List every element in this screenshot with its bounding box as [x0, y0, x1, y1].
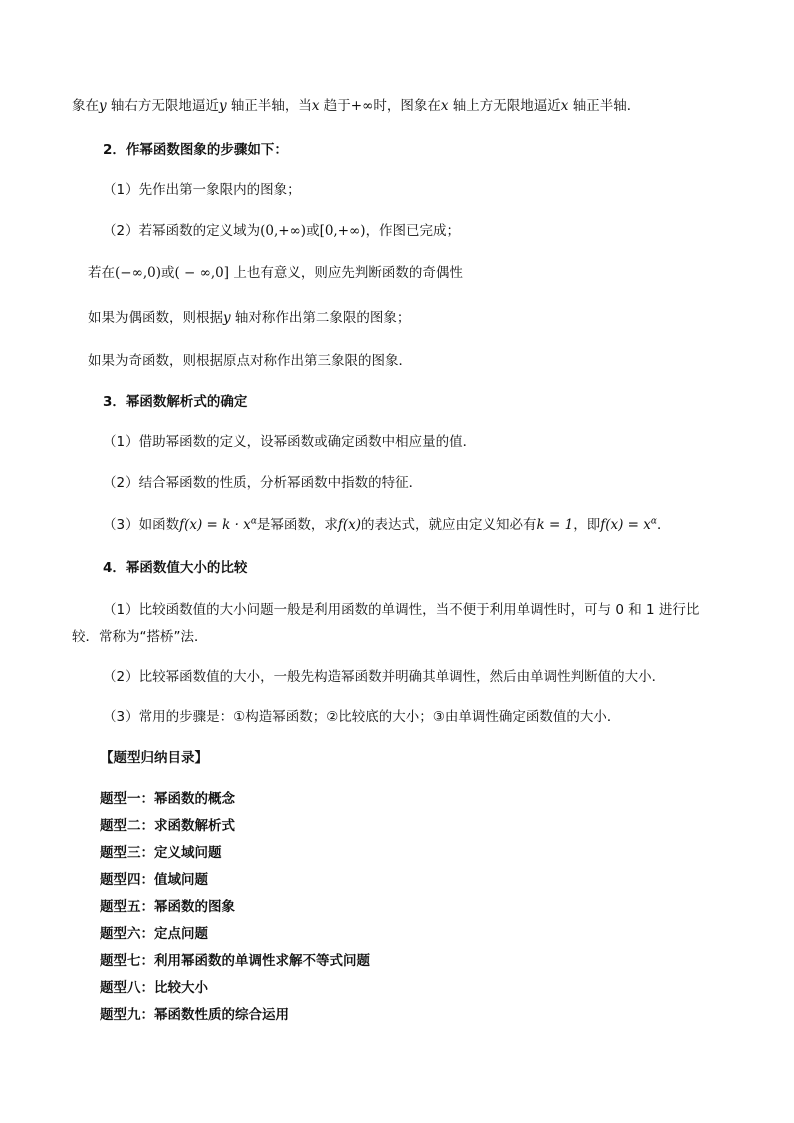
catalog-item-label: 题型七： — [100, 953, 154, 969]
math-exponent: α — [250, 516, 257, 527]
math-var: y — [218, 98, 227, 114]
text: ，即 — [573, 517, 601, 533]
text: 或 — [160, 265, 175, 281]
text: 轴正半轴，当 — [226, 98, 312, 114]
catalog-item-text: 值域问题 — [154, 872, 208, 888]
text: 或 — [306, 223, 320, 239]
section-3-title: 3．幂函数解析式的确定 — [103, 394, 248, 410]
math-interval: [0,+∞) — [319, 223, 366, 239]
text: 若在 — [88, 265, 115, 281]
intro-paragraph — [72, 97, 640, 115]
math-expression: f(x) = x — [600, 517, 651, 533]
section-3-item-1: （1）借助幂函数的定义，设幂函数或确定函数中相应量的值． — [103, 434, 477, 450]
catalog-item-label: 题型二： — [100, 818, 154, 834]
section-4-item-2: （2）比较幂函数值的大小，一般先构造幂函数并明确其单调性，然后由单调性判断值的大小． — [103, 669, 666, 685]
catalog-item — [100, 844, 222, 862]
section-2-step-2 — [103, 222, 460, 240]
catalog-item-text: 定点问题 — [154, 926, 208, 942]
catalog-item-text: 比较大小 — [154, 980, 208, 996]
section-2-title: 2．作幂函数图象的步骤如下： — [103, 142, 288, 158]
catalog-item — [100, 790, 235, 808]
math-interval: (0,+∞) — [260, 223, 307, 239]
text: 上也有意义，则应先判断函数的奇偶性 — [229, 265, 463, 281]
catalog-item-text: 幂函数性质的综合运用 — [154, 1007, 289, 1023]
section-4-item-3: （3）常用的步骤是：①构造幂函数；②比较底的大小；③由单调性确定函数值的大小． — [103, 709, 621, 725]
section-4-item-1-line-2: 较．常称为“搭桥”法． — [72, 629, 208, 645]
catalog-item — [100, 871, 208, 889]
math-interval: ( − ∞,0] — [174, 265, 230, 281]
catalog-item — [100, 898, 235, 916]
math-exponent: α — [650, 516, 657, 527]
text: 轴右方无限地逼近 — [106, 98, 219, 114]
section-4-item-1-line-1: （1）比较函数值的大小问题一般是利用函数的单调性，当不便于利用单调性时，可与 0 和 1 进行比 — [103, 602, 700, 618]
math-var: x — [440, 98, 449, 114]
catalog-item-label: 题型三： — [100, 845, 154, 861]
catalog-item-text: 幂函数的概念 — [154, 791, 235, 807]
section-2-line-3 — [88, 264, 463, 282]
text: 象在 — [72, 98, 99, 114]
catalog-item-text: 幂函数的图象 — [154, 899, 235, 915]
catalog-item-text: 利用幂函数的单调性求解不等式问题 — [154, 953, 370, 969]
catalog-item-label: 题型五： — [100, 899, 154, 915]
math-expression: f(x) = k · x — [179, 517, 251, 533]
text: 时，图象在 — [373, 98, 441, 114]
math-interval: (−∞,0) — [115, 265, 161, 281]
catalog-item-label: 题型八： — [100, 980, 154, 996]
text: 轴对称作出第二象限的图象； — [230, 310, 411, 326]
text: （3）如函数 — [103, 517, 180, 533]
catalog-title: 【题型归纳目录】 — [100, 750, 208, 766]
catalog-item-label: 题型六： — [100, 926, 154, 942]
text: 趋于 — [319, 98, 351, 114]
catalog-item-label: 题型四： — [100, 872, 154, 888]
section-2-step-1: （1）先作出第一象限内的图象； — [103, 182, 301, 198]
catalog-item — [100, 817, 235, 835]
catalog-item — [100, 1006, 289, 1024]
math-var: y — [223, 310, 231, 326]
catalog-item — [100, 979, 208, 997]
math-expression: f(x) — [337, 517, 362, 533]
catalog-item-label: 题型九： — [100, 1007, 154, 1023]
section-4-title: 4．幂函数值大小的比较 — [103, 560, 248, 576]
text: ． — [656, 517, 671, 533]
math-var: y — [99, 98, 107, 114]
section-2-line-5: 如果为奇函数，则根据原点对称作出第三象限的图象． — [88, 353, 412, 369]
math-var: x — [560, 98, 569, 114]
text: （2）若幂函数的定义域为 — [103, 223, 261, 239]
math-inf: +∞ — [350, 98, 374, 114]
section-3-item-3 — [103, 516, 670, 534]
text: 是幂函数，求 — [256, 517, 338, 533]
text: 的表达式，就应由定义知必有 — [361, 517, 537, 533]
math-expression: k = 1 — [536, 517, 574, 533]
catalog-item-text: 求函数解析式 — [154, 818, 235, 834]
catalog-item — [100, 925, 208, 943]
catalog-item-label: 题型一： — [100, 791, 154, 807]
text: 如果为偶函数，则根据 — [88, 310, 223, 326]
text: 轴正半轴． — [568, 98, 641, 114]
catalog-item — [100, 952, 370, 970]
section-3-item-2: （2）结合幂函数的性质，分析幂函数中指数的特征． — [103, 475, 423, 491]
text: 轴上方无限地逼近 — [448, 98, 561, 114]
math-var: x — [311, 98, 320, 114]
text: ，作图已完成； — [365, 223, 461, 239]
catalog-item-text: 定义域问题 — [154, 845, 222, 861]
section-2-line-4 — [88, 309, 410, 327]
